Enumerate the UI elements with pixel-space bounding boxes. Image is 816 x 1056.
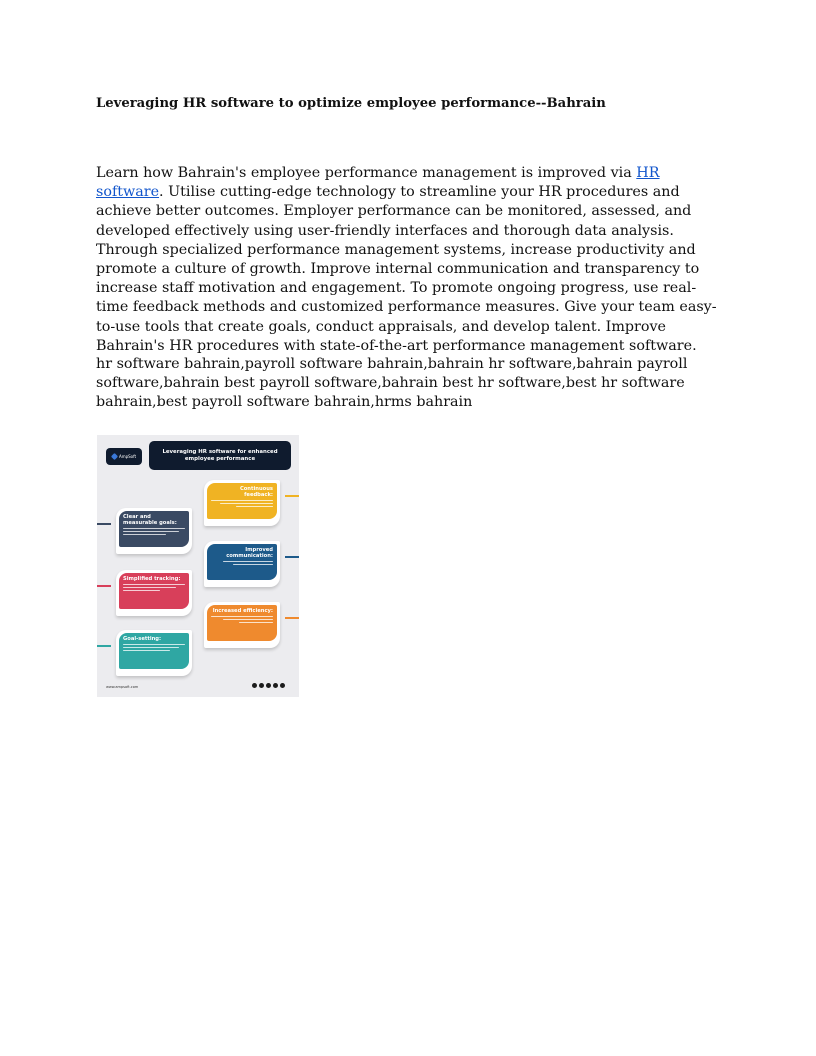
card-improved-communication-fill: [207, 544, 277, 580]
infographic-logo: [106, 448, 142, 465]
intro-text-end: . Utilise cutting-edge technology to streamline your HR procedures and achieve better outcomes. Employer performance can be monitored, assessed, and developed effectively using user-friendly interfaces and thorough data analysis. Through specialized performance management systems, increase productivity and promote a culture of growth. Improve internal communication and transparency to increase staff motivation and engagement. To promote ongoing progress, use real-time feedback methods and customized performance measures. Give your team easy-to-use tools that create goals, conduct appraisals, and develop talent. Improve Bahrain's HR procedures with state-of-the-art performance management software.: [96, 184, 717, 354]
card-title: Continuous feedback:: [239, 486, 273, 498]
connector-tick: [97, 523, 111, 525]
card-simplified-tracking-fill: [119, 573, 189, 609]
social-icons: [252, 683, 285, 688]
card-title: Improved communication:: [226, 547, 273, 559]
infographic-image: [97, 435, 299, 697]
intro-text-start: Learn how Bahrain's employee performance management is improved via: [96, 165, 637, 181]
card-simplified-tracking: [116, 570, 192, 616]
document-title: Leveraging HR software to optimize employee performance--Bahrain: [96, 96, 606, 111]
card-title: Goal-setting:: [123, 636, 162, 642]
intro-paragraph: [96, 164, 720, 356]
twitter-icon: [266, 683, 271, 688]
infographic-header: Leveraging HR software for enhanced employee performance: [149, 441, 291, 470]
card-clear-goals: [116, 508, 192, 554]
card-increased-efficiency: [204, 602, 280, 648]
card-title: Clear and measurable goals:: [123, 514, 177, 526]
facebook-icon: [252, 683, 257, 688]
card-goal-setting: [116, 630, 192, 676]
youtube-icon: [280, 683, 285, 688]
instagram-icon: [259, 683, 264, 688]
card-title: Simplified tracking:: [123, 576, 181, 582]
connector-tick: [285, 617, 299, 619]
logo-mark-icon: [111, 453, 118, 460]
connector-tick: [97, 585, 111, 587]
connector-tick: [285, 556, 299, 558]
card-goal-setting-fill: [119, 633, 189, 669]
connector-tick: [97, 645, 111, 647]
keywords-paragraph: hr software bahrain,payroll software bahrain,bahrain hr software,bahrain payroll software,bahrain best payroll software,bahrain best hr software,best hr software bahrain,best payroll software bahrain,hrms bahrain: [96, 356, 688, 411]
infographic-footer-url: www.ampsoft.com: [106, 685, 139, 689]
linkedin-icon: [273, 683, 278, 688]
card-title: Increased efficiency:: [212, 608, 273, 614]
card-clear-goals-fill: [119, 511, 189, 547]
hr-software-link[interactable]: HR software: [96, 165, 660, 201]
card-continuous-feedback: [204, 480, 280, 526]
card-increased-efficiency-fill: [207, 605, 277, 641]
logo-text: AmpSoft: [118, 454, 137, 459]
card-continuous-feedback-fill: [207, 483, 277, 519]
connector-tick: [285, 495, 299, 497]
card-improved-communication: [204, 541, 280, 587]
